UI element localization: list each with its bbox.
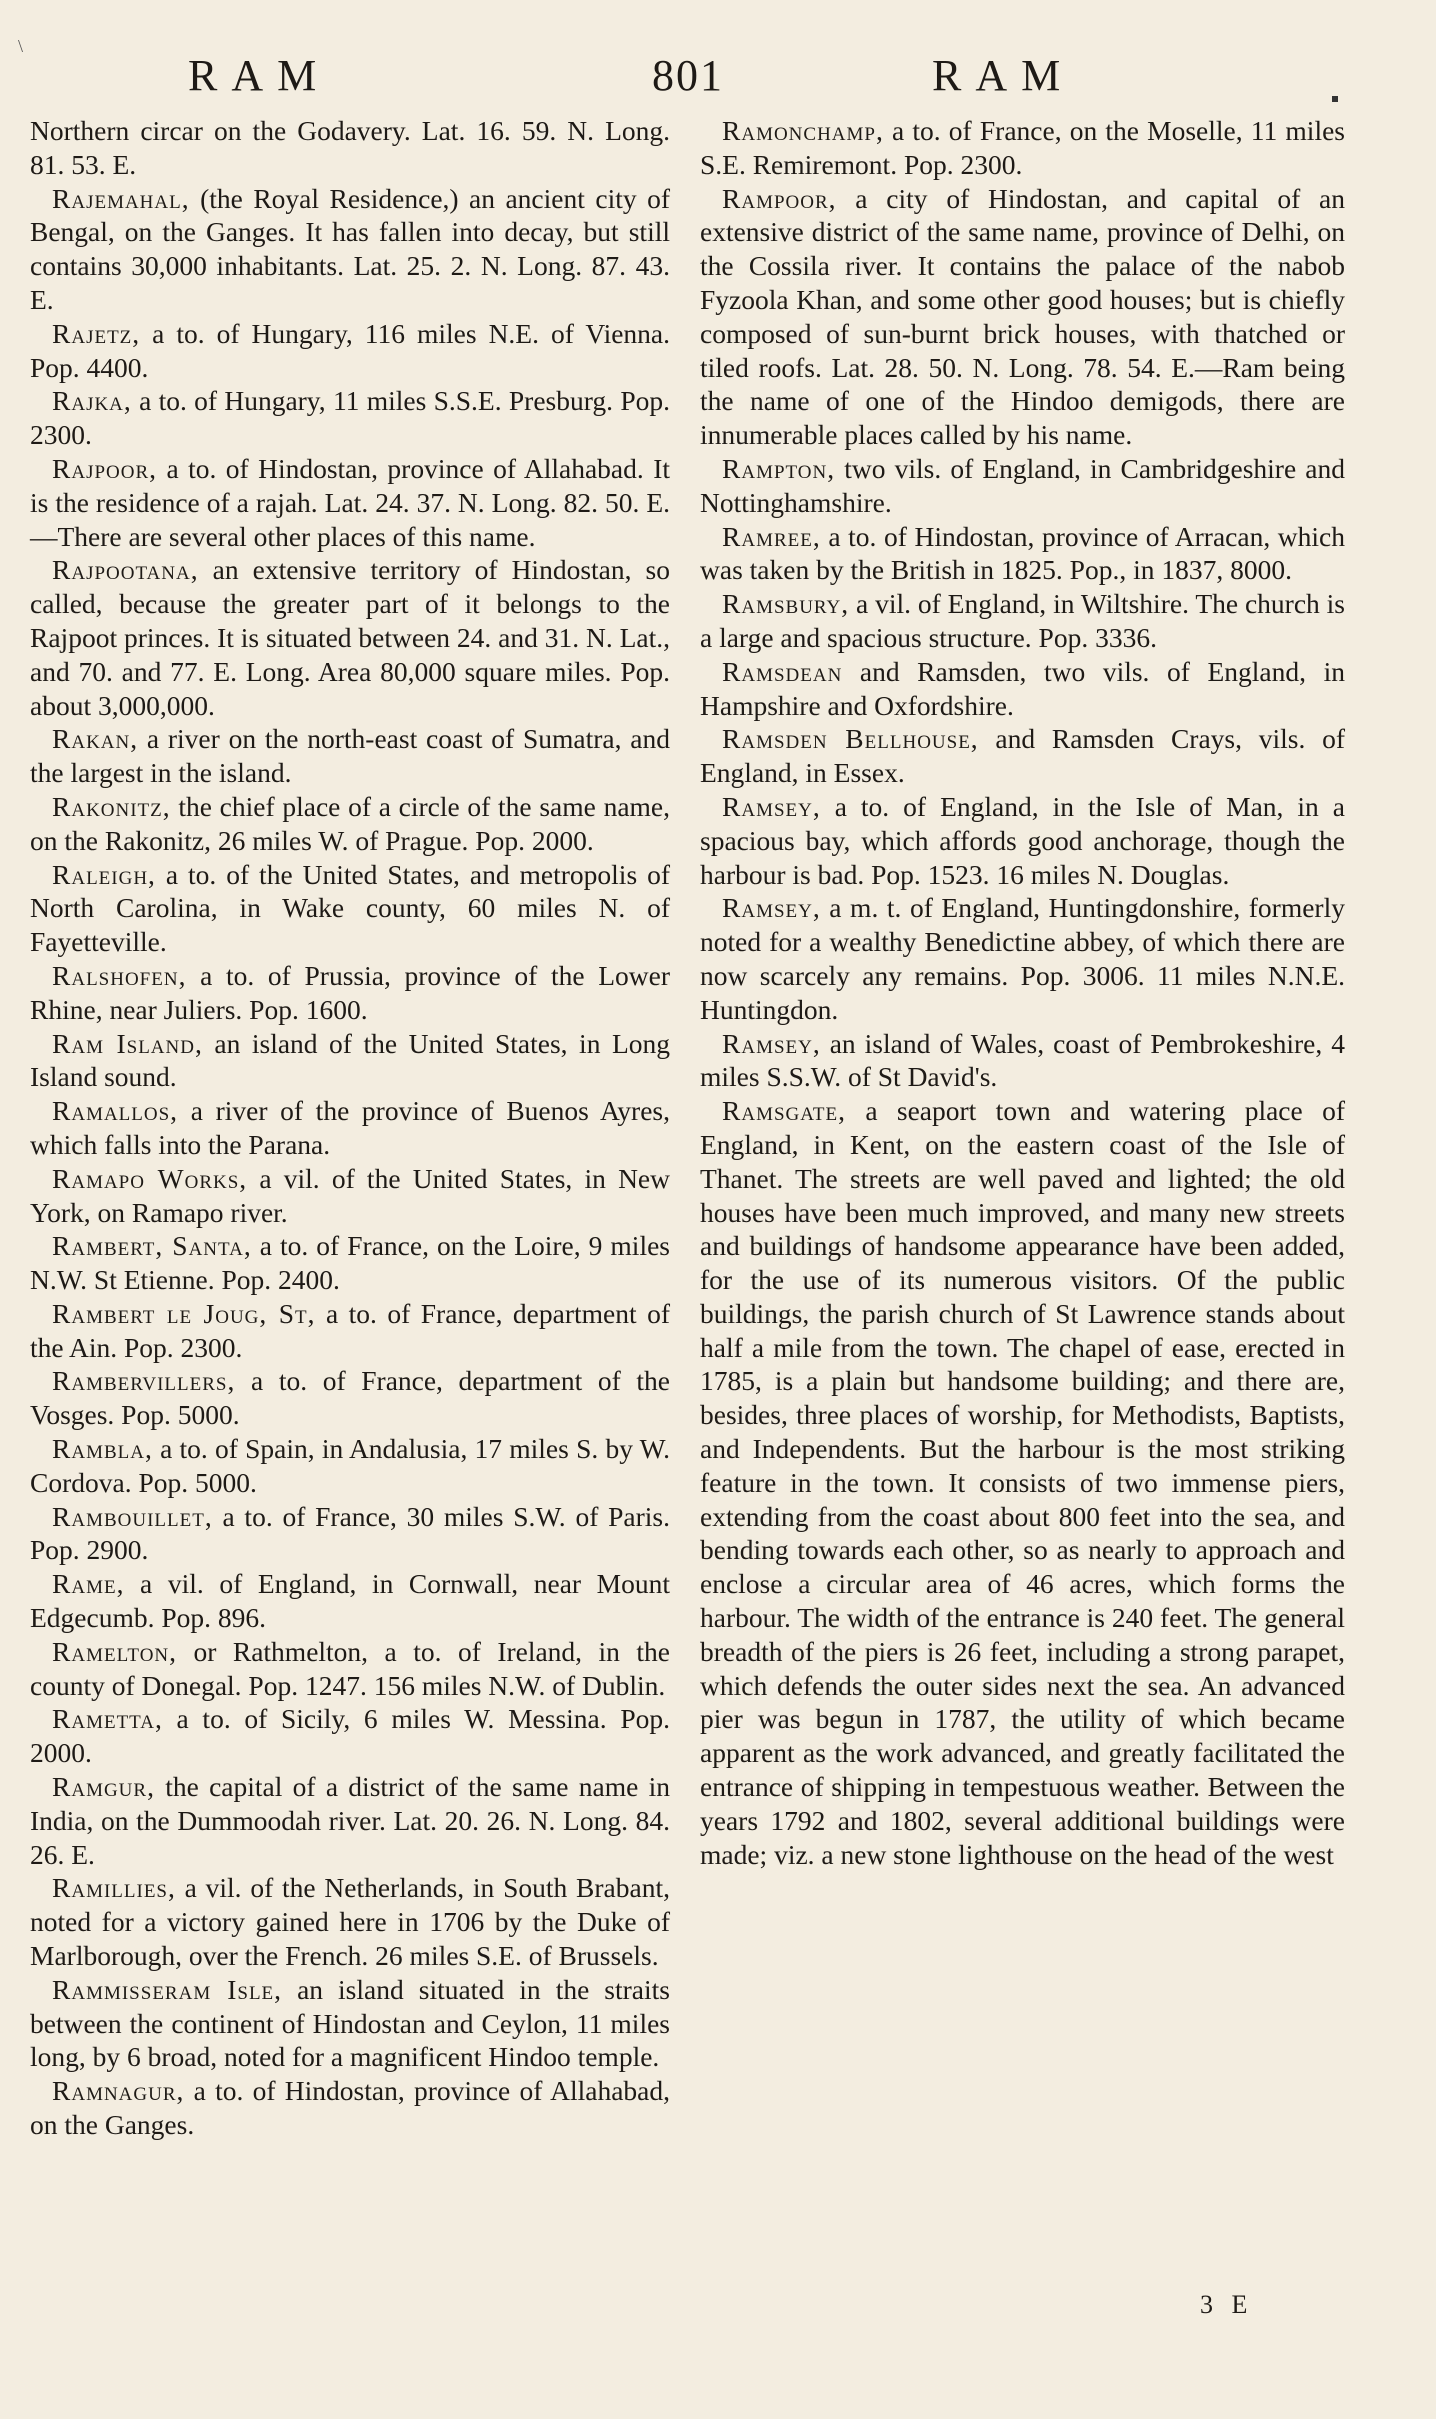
entry-headword: Rambert, Santa, <box>52 1230 252 1262</box>
entry-headword: Ramsbury, <box>722 588 850 620</box>
dictionary-entry <box>700 722 1345 790</box>
dictionary-entry <box>30 1635 670 1703</box>
entry-headword: Ram Island, <box>52 1027 203 1059</box>
entry-text: the capital of a district of the same name in India, on the Dummoodah river. Lat. 20. 26. N. Long. 84. 26. E. <box>30 1771 670 1870</box>
dictionary-entry <box>700 114 1345 182</box>
entry-headword: Ramelton, <box>52 1635 178 1667</box>
entry-headword: Rambervillers, <box>52 1365 236 1397</box>
entry-text: a to. of Sicily, 6 miles W. Messina. Pop. 2000. <box>30 1703 670 1769</box>
entry-text: a to. of the United States, and metropolis of North Carolina, in Wake county, 60 miles N. of Fayetteville. <box>30 858 670 958</box>
dictionary-entry <box>700 655 1345 723</box>
entry-text: a to. of Hungary, 11 miles S.S.E. Presburg. Pop. 2300. <box>30 385 670 451</box>
entry-headword: Rambouillet, <box>52 1500 213 1532</box>
entry-headword: Ramsdean <box>722 655 843 687</box>
entry-text: a vil. of the United States, in New York, on Ramapo river. <box>30 1162 670 1228</box>
entry-headword: Rame, <box>52 1568 125 1600</box>
signature-mark: 3 E <box>1200 2290 1254 2319</box>
entry-headword: Ramonchamp, <box>722 115 884 146</box>
dictionary-entry <box>30 1094 670 1162</box>
dictionary-entry <box>700 1094 1345 1871</box>
dictionary-entry <box>30 1500 670 1568</box>
entry-headword: Rajpoor, <box>52 452 158 484</box>
entry-text: a to. of France, 30 miles S.W. of Paris. Pop. 2900. <box>30 1500 670 1566</box>
entry-headword: Ramsey, <box>722 790 821 822</box>
entry-text: a river on the north-east coast of Sumatra, and the largest in the island. <box>30 723 670 789</box>
entry-headword: Rajka, <box>52 385 132 417</box>
entry-text: a river of the province of Buenos Ayres, which falls into the Parana. <box>30 1095 670 1160</box>
entry-headword: Rajetz, <box>52 317 141 349</box>
entry-headword: Ramsey, <box>722 892 821 924</box>
dictionary-entry <box>700 790 1345 891</box>
dictionary-entry <box>700 1027 1345 1095</box>
entry-text: a to. of Spain, in Andalusia, 17 miles S. by W. Cordova. Pop. 5000. <box>30 1433 670 1498</box>
entry-text: a vil. of the Netherlands, in South Brabant, noted for a victory gained here in 1706 by the Duke of Marlborough, over the French. 26 miles S.E. of Brussels. <box>30 1872 670 1972</box>
entry-text: a vil. of England, in Cornwall, near Mount Edgecumb. Pop. 896. <box>30 1568 670 1634</box>
dictionary-entry <box>30 452 670 553</box>
entry-text: the chief place of a circle of the same name, on the Rakonitz, 26 miles W. of Prague. Pop. 2000. <box>30 790 670 856</box>
entry-headword: Ramgur, <box>52 1771 155 1803</box>
entry-text: a to. of England, in the Isle of Man, in a spacious bay, which affords good anchorage, though the harbour is bad. Pop. 1523. 16 miles N. Douglas. <box>700 790 1345 890</box>
entry-headword: Raleigh, <box>52 858 156 890</box>
page-header <box>0 50 1436 110</box>
dictionary-entry <box>30 790 670 858</box>
dictionary-entry <box>700 452 1345 520</box>
running-head-left: RAM <box>188 51 331 100</box>
dictionary-entry <box>700 182 1345 452</box>
entry-headword: Rammisseram Isle, <box>52 1973 283 2005</box>
dictionary-entry <box>30 553 670 722</box>
dictionary-entry <box>30 1432 670 1500</box>
entry-headword: Ralshofen, <box>52 959 187 991</box>
entry-text: and Ramsden, two vils. of England, in Hampshire and Oxfordshire. <box>700 655 1345 721</box>
entry-text: a to. of Hindostan, province of Allahabad, on the Ganges. <box>30 2075 670 2141</box>
dictionary-entry <box>30 1364 670 1432</box>
entry-headword: Ramsden Bellhouse, <box>722 723 979 755</box>
entry-headword: Rametta, <box>52 1703 163 1735</box>
entry-text: a to. of Hindostan, province of Allahabad. It is the residence of a rajah. Lat. 24. 37. N. Long. 82. 50. E.—There are several other places of this name. <box>30 452 670 552</box>
entry-text: an extensive territory of Hindostan, so called, because the greater part of it belongs to the Rajpoot princes. It is situated between 24. and 31. N. Lat., and 70. and 77. E. Long. Area 80,000 square miles. Pop. about 3,000,000. <box>30 554 670 721</box>
dictionary-entry <box>30 722 670 790</box>
entry-text: a city of Hindostan, and capital of an extensive district of the same name, province of Delhi, on the Cossila river. It contains the palace of the nabob Fyzoola Khan, and some other good houses; but is chiefly composed of sun-burnt brick houses, with thatched or tiled roofs. Lat. 28. 50. N. Long. 78. 54. E.—Ram being the name of one of the Hindoo demigods, there are innumerable places called by his name. <box>700 182 1345 451</box>
dictionary-entry <box>700 520 1345 588</box>
entry-headword: Rakonitz, <box>52 790 171 822</box>
dictionary-entry <box>30 1162 670 1230</box>
dictionary-entry <box>30 959 670 1027</box>
dictionary-entry <box>700 587 1345 655</box>
entry-text: a to. of Hungary, 116 miles N.E. of Vienna. Pop. 4400. <box>30 317 670 383</box>
dictionary-entry <box>30 1871 670 1972</box>
entry-text: a m. t. of England, Huntingdonshire, formerly noted for a wealthy Benedictine abbey, of which there are now scarcely any remains. Pop. 3006. 11 miles N.N.E. Huntingdon. <box>700 892 1345 1025</box>
left-column <box>30 114 670 2142</box>
dictionary-entry <box>30 317 670 385</box>
dictionary-entry <box>30 384 670 452</box>
right-column <box>700 114 1345 1871</box>
entry-text: an island of Wales, coast of Pembrokeshire, 4 miles S.S.W. of St David's. <box>700 1027 1345 1093</box>
entry-text: a to. of France, on the Moselle, 11 miles S.E. Remiremont. Pop. 2300. <box>700 115 1345 180</box>
entry-text: (the Royal Residence,) an ancient city of Bengal, on the Ganges. It has fallen into decay, but still contains 30,000 inhabitants. Lat. 25. 2. N. Long. 87. 43. E. <box>30 182 670 315</box>
entry-text: a to. of Hindostan, province of Arracan, which was taken by the British in 1825. Pop., in 1837, 8000. <box>700 520 1345 586</box>
entry-headword: Ramallos, <box>52 1095 179 1127</box>
entry-headword: Ramsgate, <box>722 1095 846 1127</box>
entry-headword: Ramsey, <box>722 1027 821 1059</box>
dictionary-entry <box>30 2074 670 2142</box>
entry-headword: Rampoor, <box>722 182 837 214</box>
dictionary-entry <box>30 182 670 317</box>
page-number: 801 <box>652 51 724 100</box>
entry-text: a to. of France, department of the Ain. Pop. 2300. <box>30 1297 670 1363</box>
corner-mark: \ <box>18 36 24 56</box>
entry-text: or Rathmelton, a to. of Ireland, in the county of Donegal. Pop. 1247. 156 miles N.W. of Dublin. <box>30 1635 670 1701</box>
entry-text: Northern circar on the Godavery. Lat. 16. 59. N. Long. 81. 53. E. <box>30 115 670 180</box>
entry-text: a to. of Prussia, province of the Lower Rhine, near Juliers. Pop. 1600. <box>30 959 670 1025</box>
entry-headword: Ramree, <box>722 520 821 552</box>
entry-text: a to. of France, department of the Vosges. Pop. 5000. <box>30 1365 670 1431</box>
entry-headword: Rajpootana, <box>52 554 199 586</box>
entry-text: a to. of France, on the Loire, 9 miles N.W. St Etienne. Pop. 2400. <box>30 1230 670 1296</box>
entry-headword: Rampton, <box>722 452 836 484</box>
entry-headword: Rambert le Joug, St, <box>52 1297 316 1329</box>
entry-headword: Ramnagur, <box>52 2075 185 2107</box>
entry-headword: Rakan, <box>52 723 139 755</box>
dictionary-entry <box>30 114 670 182</box>
dictionary-entry <box>30 1229 670 1297</box>
entry-text: a vil. of England, in Wiltshire. The church is a large and spacious structure. Pop. 3336. <box>700 588 1345 653</box>
entry-text: a seaport town and watering place of England, in Kent, on the eastern coast of the Isle of Thanet. The streets are well paved and lighted; the old houses have been much improved, and many new streets and buildings of handsome appearance have been added, for the use of its numerous visitors. Of the public buildings, the parish church of St Lawrence stands about half a mile from the town. The chapel of ease, erected in 1785, is a plain but handsome building; and there are, besides, three places of worship, for Methodists, Baptists, and Independents. But the harbour is the most striking feature in the town. It consists of two immense piers, extending from the coast about 800 feet into the sea, and bending towards each other, so as nearly to approach and enclose a circular area of 46 acres, which forms the harbour. The width of the entrance is 240 feet. The general breadth of the piers is 26 feet, including a strong parapet, which defends the outer sides next the sea. An advanced pier was begun in 1787, the utility of which became apparent as the work advanced, and greatly facilitated the entrance of shipping in tempestuous weather. Between the years 1792 and 1802, several additional buildings were made; viz. a new stone lighthouse on the head of the west <box>700 1095 1346 1870</box>
running-head-right: RAM <box>932 51 1075 100</box>
dictionary-entry <box>30 1973 670 2074</box>
dictionary-entry <box>700 891 1345 1026</box>
dictionary-entry <box>30 1770 670 1871</box>
dictionary-entry <box>30 1567 670 1635</box>
entry-headword: Rambla, <box>52 1433 153 1465</box>
entry-headword: Rajemahal, <box>52 182 190 214</box>
entry-headword: Ramillies, <box>52 1872 176 1904</box>
entry-headword: Ramapo Works, <box>52 1162 248 1194</box>
entry-text: an island situated in the straits between the continent of Hindostan and Ceylon, 11 miles long, by 6 broad, noted for a magnificent Hindoo temple. <box>30 1973 670 2073</box>
entry-text: two vils. of England, in Cambridgeshire and Nottinghamshire. <box>700 452 1345 518</box>
entry-text: an island of the United States, in Long Island sound. <box>30 1027 671 1093</box>
dictionary-entry <box>30 1027 670 1095</box>
dictionary-entry <box>30 1297 670 1365</box>
entry-text: and Ramsden Crays, vils. of England, in Essex. <box>700 723 1345 789</box>
dictionary-entry <box>30 858 670 959</box>
dictionary-entry <box>30 1702 670 1770</box>
